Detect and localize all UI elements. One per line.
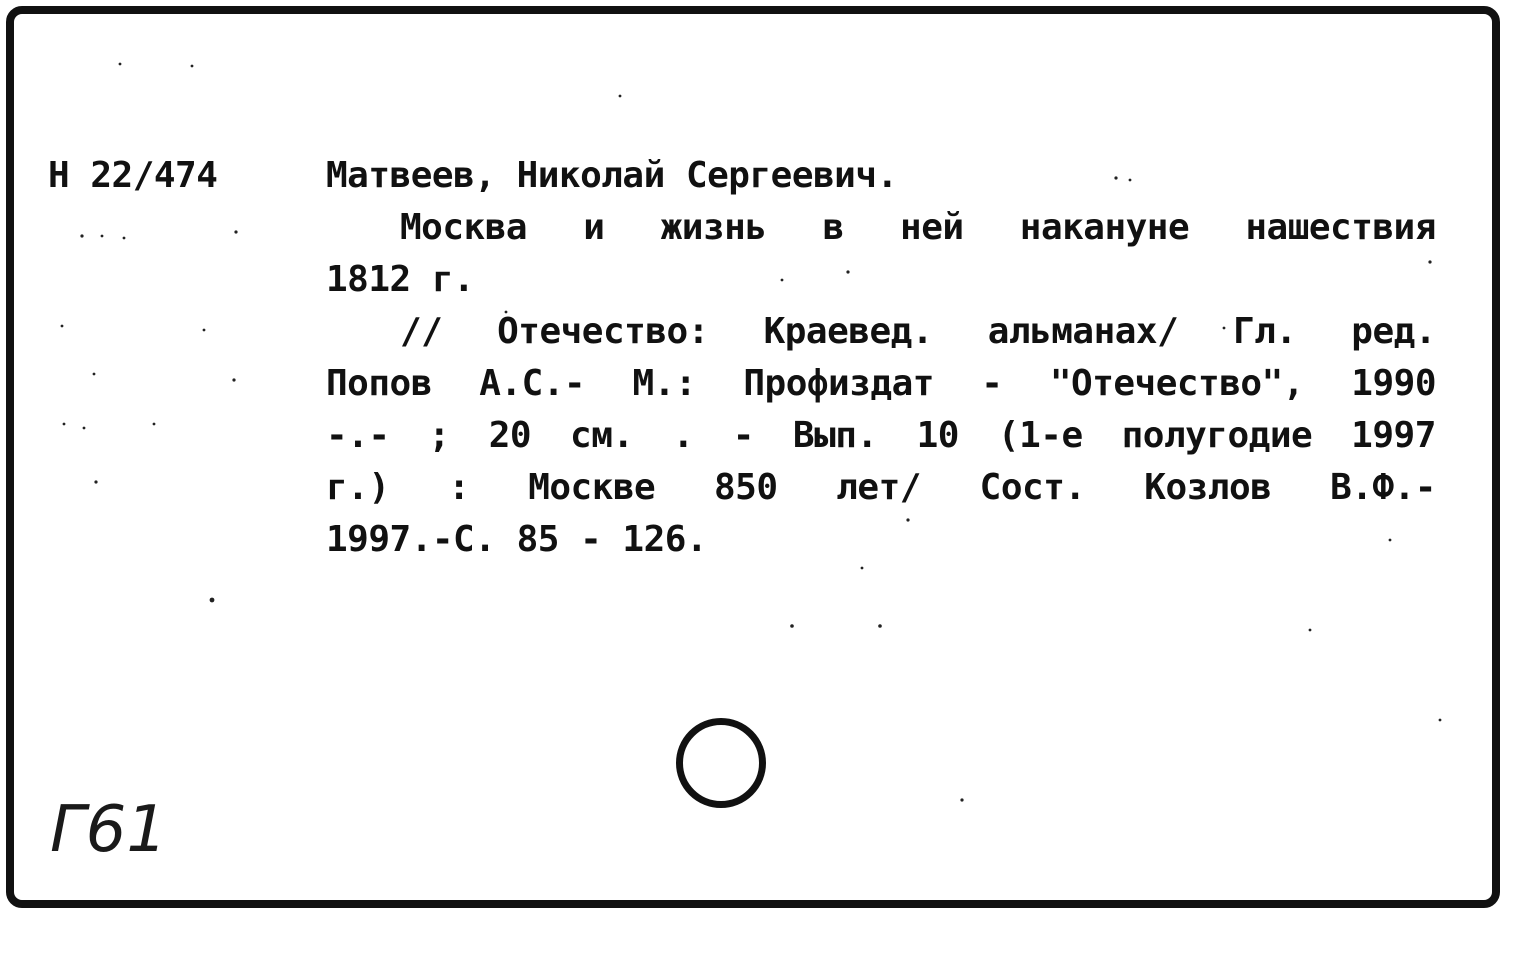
word: 1997 xyxy=(1351,415,1436,456)
word: жизнь xyxy=(660,207,767,248)
word: см. xyxy=(570,415,634,456)
author-line: Матвеев, Николай Сергеевич. xyxy=(326,155,898,196)
source-line xyxy=(326,462,1436,514)
word: в xyxy=(822,207,844,248)
word: Сост. xyxy=(979,467,1086,508)
word: : xyxy=(448,467,470,508)
word: полугодие xyxy=(1121,415,1313,456)
word: лет/ xyxy=(836,467,921,508)
word: Отечество: xyxy=(497,311,709,352)
word: - xyxy=(732,415,754,456)
word: М.: xyxy=(632,363,696,404)
handwritten-note: Г61 xyxy=(50,793,168,867)
bibliographic-entry xyxy=(326,150,1436,566)
word: Москве xyxy=(528,467,656,508)
word: А.С.- xyxy=(479,363,586,404)
word: Козлов xyxy=(1144,467,1272,508)
word: нашествия xyxy=(1245,207,1436,248)
word: 1990 xyxy=(1351,363,1436,404)
word: и xyxy=(583,207,605,248)
word: ней xyxy=(900,207,964,248)
word: (1-е xyxy=(997,415,1083,456)
shelfmark: Н 22/474 xyxy=(48,155,218,196)
word: г.) xyxy=(326,467,390,508)
word: 850 xyxy=(713,467,778,508)
word: -.- xyxy=(326,415,390,456)
word: "Отечество", xyxy=(1049,363,1304,404)
word: ; xyxy=(428,415,450,456)
source-line xyxy=(326,306,1436,358)
title-line-continued: 1812 г. xyxy=(326,259,475,300)
word: . xyxy=(672,415,694,456)
word: Краевед. xyxy=(763,311,933,352)
word: 20 xyxy=(488,415,532,456)
word: накануне xyxy=(1019,207,1190,248)
word: Попов xyxy=(326,363,432,404)
word: В.Ф.- xyxy=(1330,467,1436,508)
word: Вып. xyxy=(792,415,878,456)
punch-hole xyxy=(676,718,766,808)
word: Гл. xyxy=(1233,311,1297,352)
word: 10 xyxy=(916,415,959,456)
pages-line: 1997.-С. 85 - 126. xyxy=(326,519,708,560)
source-line xyxy=(326,358,1436,410)
word: альманах/ xyxy=(987,311,1179,352)
source-line xyxy=(326,410,1436,462)
word: // xyxy=(400,311,443,352)
word: Москва xyxy=(400,207,528,248)
word: - xyxy=(981,363,1003,404)
word: ред. xyxy=(1351,311,1436,352)
word: Профиздат xyxy=(743,363,934,404)
title-line xyxy=(326,202,1436,254)
